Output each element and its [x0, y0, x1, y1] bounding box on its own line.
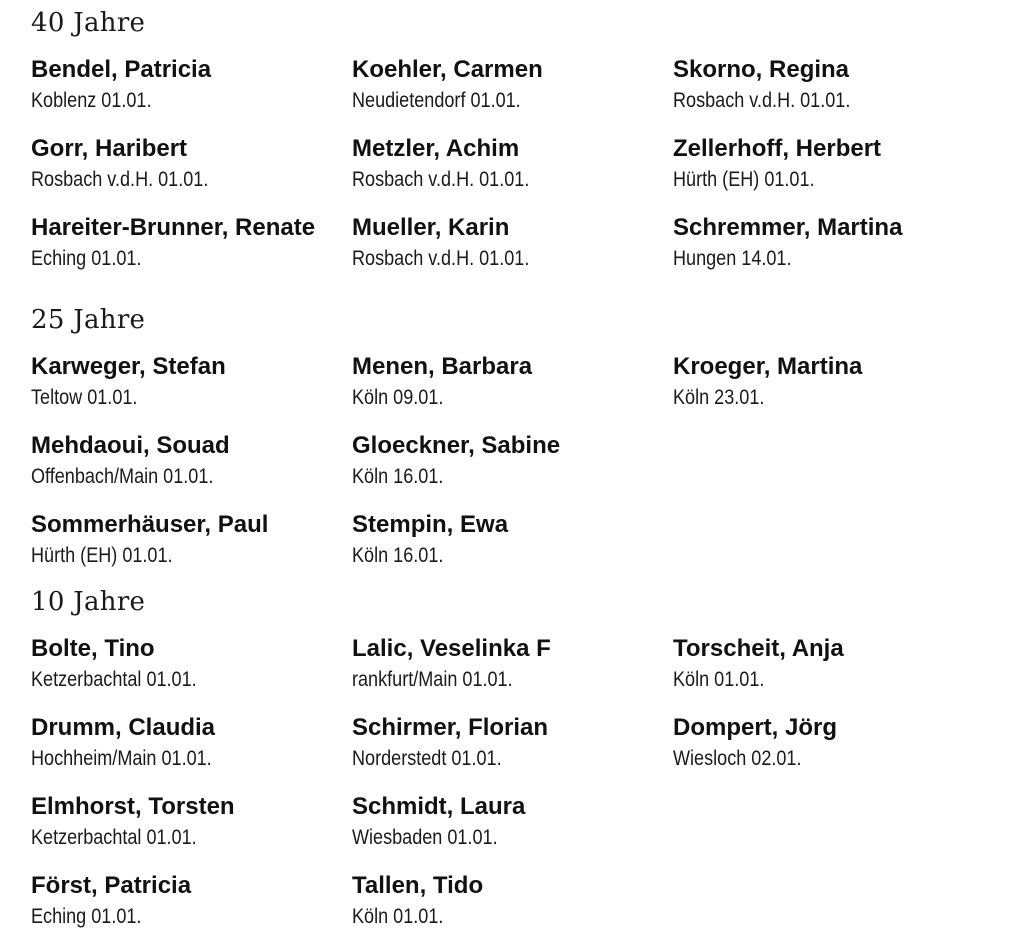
member-entry — [352, 872, 662, 931]
member-location-date: Teltow 01.01. — [31, 386, 138, 409]
member-location-date: Wiesloch 02.01. — [673, 747, 802, 770]
member-entry — [352, 214, 662, 273]
member-entry — [31, 135, 341, 194]
member-entry — [31, 714, 341, 773]
member-entry — [352, 432, 662, 491]
member-location-date: Hürth (EH) 01.01. — [673, 168, 815, 191]
member-entry — [673, 135, 983, 194]
member-name: Sommerhäuser, Paul — [31, 511, 269, 538]
member-entry — [31, 432, 341, 491]
member-name: Gorr, Haribert — [31, 135, 188, 162]
member-location-date: Rosbach v.d.H. 01.01. — [673, 89, 851, 112]
member-entry — [673, 353, 983, 412]
member-name: Koehler, Carmen — [352, 56, 543, 83]
member-location-date: Rosbach v.d.H. 01.01. — [31, 168, 209, 191]
member-entry — [352, 511, 662, 570]
member-location-date: Hungen 14.01. — [673, 247, 792, 270]
member-entry — [673, 56, 983, 115]
member-name: Stempin, Ewa — [352, 511, 509, 538]
member-location-date: Hürth (EH) 01.01. — [31, 544, 173, 567]
member-location-date: Köln 23.01. — [673, 386, 765, 409]
member-name: Schmidt, Laura — [352, 793, 526, 820]
member-location-date: Koblenz 01.01. — [31, 89, 152, 112]
member-name: Mehdaoui, Souad — [31, 432, 230, 459]
member-entry — [31, 56, 341, 115]
member-location-date: Rosbach v.d.H. 01.01. — [352, 168, 530, 191]
member-entry — [352, 353, 662, 412]
member-name: Dompert, Jörg — [673, 714, 838, 741]
member-location-date: Wiesbaden 01.01. — [352, 826, 498, 849]
member-name: Först, Patricia — [31, 872, 192, 899]
member-location-date: Köln 09.01. — [352, 386, 444, 409]
member-location-date: Köln 16.01. — [352, 465, 444, 488]
member-name: Lalic, Veselinka F — [352, 635, 551, 662]
member-entry — [352, 714, 662, 773]
member-name: Tallen, Tido — [352, 872, 484, 899]
member-entry — [673, 214, 983, 273]
member-name: Menen, Barbara — [352, 353, 533, 380]
member-location-date: Norderstedt 01.01. — [352, 747, 502, 770]
member-name: Mueller, Karin — [352, 214, 510, 241]
section-title: 40 Jahre — [31, 8, 146, 38]
member-location-date: Rosbach v.d.H. 01.01. — [352, 247, 530, 270]
member-entry — [352, 635, 662, 694]
member-entry — [31, 214, 341, 273]
member-name: Schremmer, Martina — [673, 214, 903, 241]
member-entry — [31, 793, 341, 852]
member-location-date: Eching 01.01. — [31, 905, 142, 928]
member-location-date: Köln 01.01. — [673, 668, 765, 691]
member-location-date: Hochheim/Main 01.01. — [31, 747, 212, 770]
member-name: Zellerhoff, Herbert — [673, 135, 882, 162]
member-entry — [31, 635, 341, 694]
member-location-date: Offenbach/Main 01.01. — [31, 465, 214, 488]
member-name: Kroeger, Martina — [673, 353, 863, 380]
member-name: Elmhorst, Torsten — [31, 793, 235, 820]
member-name: Skorno, Regina — [673, 56, 850, 83]
member-name: Torscheit, Anja — [673, 635, 844, 662]
member-name: Karweger, Stefan — [31, 353, 226, 380]
member-location-date: Eching 01.01. — [31, 247, 142, 270]
member-location-date: rankfurt/Main 01.01. — [352, 668, 513, 691]
member-name: Drumm, Claudia — [31, 714, 216, 741]
member-entry — [673, 635, 983, 694]
member-location-date: Köln 01.01. — [352, 905, 444, 928]
section-title: 10 Jahre — [31, 587, 146, 617]
member-name: Hareiter-Brunner, Renate — [31, 214, 316, 241]
member-location-date: Köln 16.01. — [352, 544, 444, 567]
member-name: Gloeckner, Sabine — [352, 432, 561, 459]
member-name: Metzler, Achim — [352, 135, 520, 162]
section-title: 25 Jahre — [31, 305, 146, 335]
member-name: Bolte, Tino — [31, 635, 155, 662]
member-entry — [673, 714, 983, 773]
member-entry — [31, 511, 341, 570]
member-entry — [352, 793, 662, 852]
member-entry — [352, 135, 662, 194]
member-entry — [352, 56, 662, 115]
member-name: Bendel, Patricia — [31, 56, 212, 83]
member-entry — [31, 353, 341, 412]
member-location-date: Ketzerbachtal 01.01. — [31, 668, 197, 691]
member-location-date: Neudietendorf 01.01. — [352, 89, 521, 112]
member-entry — [31, 872, 341, 931]
member-name: Schirmer, Florian — [352, 714, 549, 741]
member-location-date: Ketzerbachtal 01.01. — [31, 826, 197, 849]
